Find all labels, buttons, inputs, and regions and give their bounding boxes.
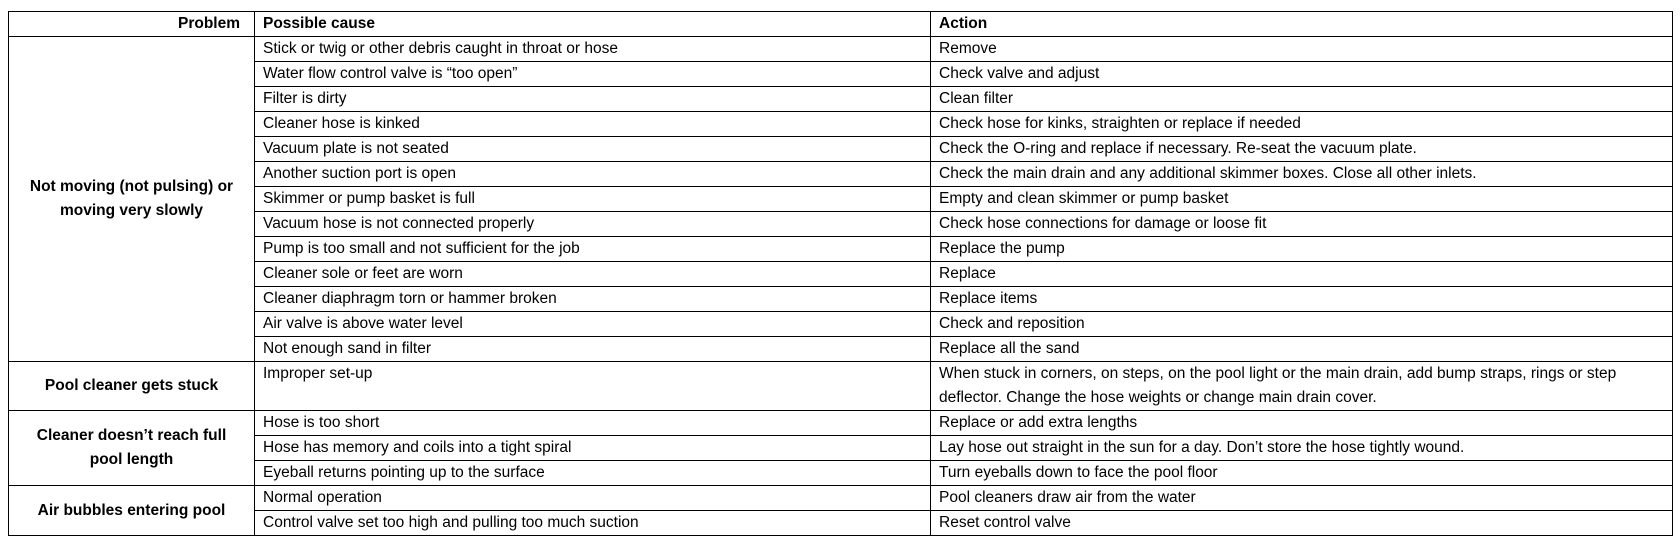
action-cell: Check hose connections for damage or loose fit: [931, 212, 1673, 237]
action-cell: When stuck in corners, on steps, on the pool light or the main drain, add bump straps, rings or step deflector. Change the hose weights or change main drain cover.: [931, 362, 1673, 411]
action-cell: Pool cleaners draw air from the water: [931, 486, 1673, 511]
cause-cell: Normal operation: [255, 486, 931, 511]
action-cell: Check valve and adjust: [931, 62, 1673, 87]
table-row: [9, 362, 1673, 411]
header-possible-cause: Possible cause: [255, 12, 931, 37]
cause-cell: Another suction port is open: [255, 162, 931, 187]
cause-cell: Hose is too short: [255, 411, 931, 436]
table-row: [9, 112, 1673, 137]
table-row: [9, 37, 1673, 62]
cause-cell: Stick or twig or other debris caught in throat or hose: [255, 37, 931, 62]
cause-cell: Skimmer or pump basket is full: [255, 187, 931, 212]
cause-cell: Vacuum plate is not seated: [255, 137, 931, 162]
problem-cell: Not moving (not pulsing) or moving very slowly: [9, 37, 255, 362]
table-row: [9, 262, 1673, 287]
table-row: [9, 137, 1673, 162]
table-row: [9, 337, 1673, 362]
table-row: [9, 62, 1673, 87]
table-row: [9, 511, 1673, 536]
table-row: [9, 237, 1673, 262]
problem-cell: Cleaner doesn’t reach full pool length: [9, 411, 255, 486]
header-row: [9, 12, 1673, 37]
troubleshooting-table-container: [8, 11, 1672, 536]
table-row: [9, 411, 1673, 436]
troubleshooting-table: [8, 11, 1673, 536]
cause-cell: Not enough sand in filter: [255, 337, 931, 362]
table-row: [9, 287, 1673, 312]
table-row: [9, 486, 1673, 511]
action-cell: Replace items: [931, 287, 1673, 312]
problem-cell: Pool cleaner gets stuck: [9, 362, 255, 411]
cause-cell: Pump is too small and not sufficient for the job: [255, 237, 931, 262]
header-action: Action: [931, 12, 1673, 37]
cause-cell: Water flow control valve is “too open”: [255, 62, 931, 87]
cause-cell: Cleaner hose is kinked: [255, 112, 931, 137]
action-cell: Reset control valve: [931, 511, 1673, 536]
table-row: [9, 461, 1673, 486]
action-cell: Check the O-ring and replace if necessary. Re-seat the vacuum plate.: [931, 137, 1673, 162]
action-cell: Turn eyeballs down to face the pool floor: [931, 461, 1673, 486]
action-cell: Replace the pump: [931, 237, 1673, 262]
action-cell: Remove: [931, 37, 1673, 62]
action-cell: Clean filter: [931, 87, 1673, 112]
table-row: [9, 312, 1673, 337]
table-row: [9, 162, 1673, 187]
action-cell: Lay hose out straight in the sun for a day. Don’t store the hose tightly wound.: [931, 436, 1673, 461]
cause-cell: Hose has memory and coils into a tight spiral: [255, 436, 931, 461]
cause-cell: Vacuum hose is not connected properly: [255, 212, 931, 237]
cause-cell: Eyeball returns pointing up to the surface: [255, 461, 931, 486]
cause-cell: Air valve is above water level: [255, 312, 931, 337]
cause-cell: Control valve set too high and pulling too much suction: [255, 511, 931, 536]
cause-cell: Filter is dirty: [255, 87, 931, 112]
table-row: [9, 212, 1673, 237]
problem-cell: Air bubbles entering pool: [9, 486, 255, 536]
cause-cell: Cleaner sole or feet are worn: [255, 262, 931, 287]
action-cell: Replace: [931, 262, 1673, 287]
action-cell: Check hose for kinks, straighten or replace if needed: [931, 112, 1673, 137]
action-cell: Check and reposition: [931, 312, 1673, 337]
action-cell: Empty and clean skimmer or pump basket: [931, 187, 1673, 212]
action-cell: Replace all the sand: [931, 337, 1673, 362]
cause-cell: Improper set-up: [255, 362, 931, 411]
table-row: [9, 436, 1673, 461]
header-problem: Problem: [9, 12, 255, 37]
action-cell: Replace or add extra lengths: [931, 411, 1673, 436]
cause-cell: Cleaner diaphragm torn or hammer broken: [255, 287, 931, 312]
action-cell: Check the main drain and any additional skimmer boxes. Close all other inlets.: [931, 162, 1673, 187]
table-row: [9, 87, 1673, 112]
table-row: [9, 187, 1673, 212]
